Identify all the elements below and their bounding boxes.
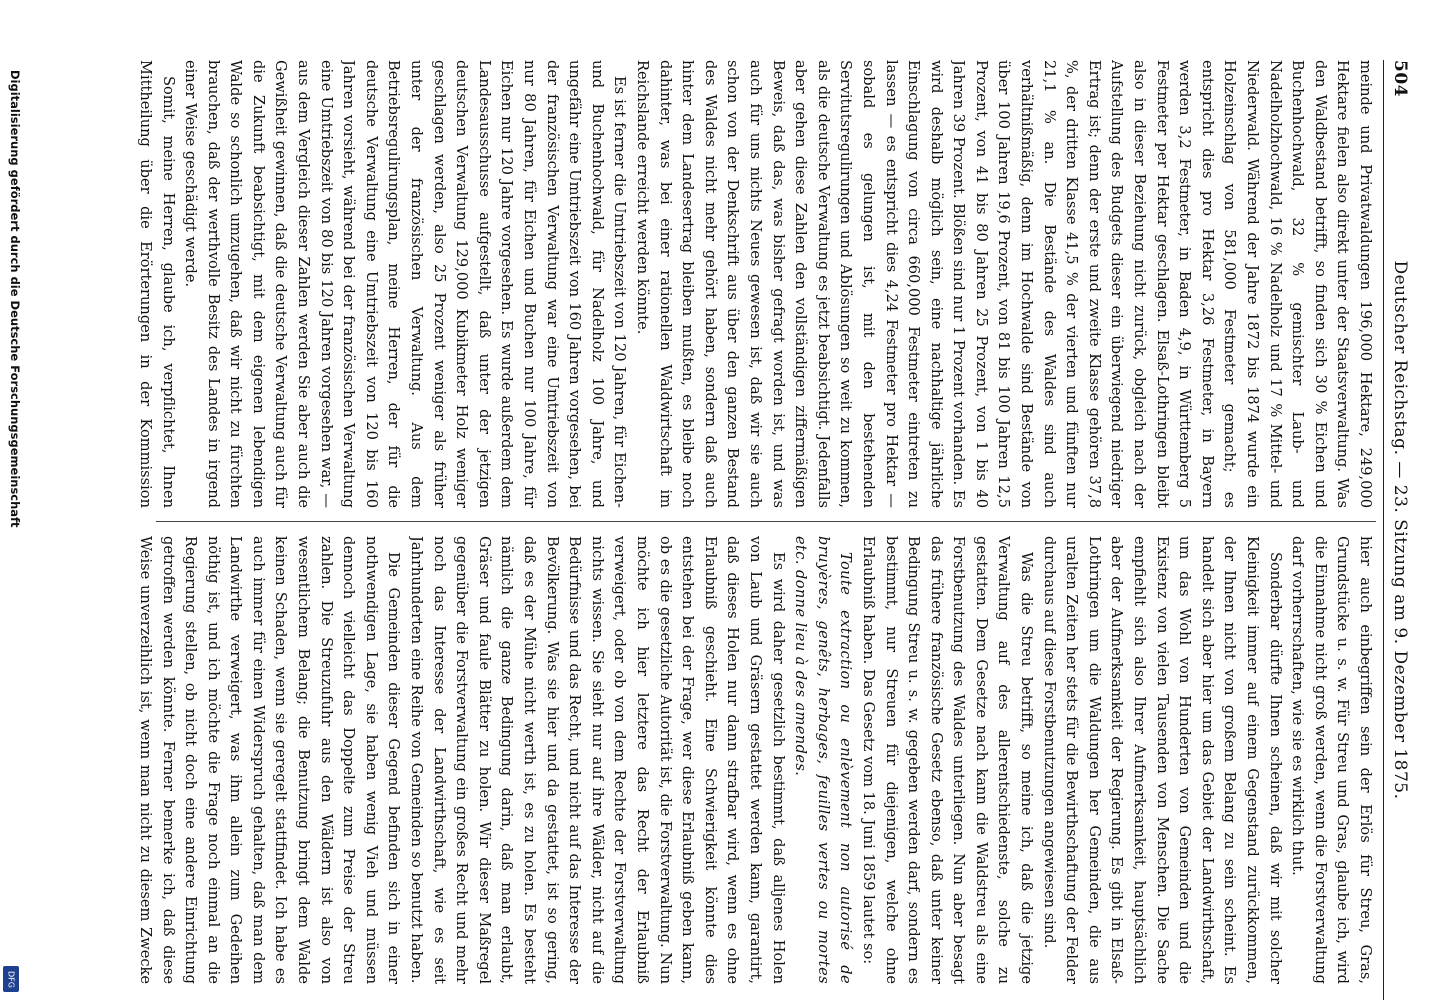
paragraph: Es ist ferner die Umtriebszeit von 120 Jahren, für Eichen- und Buchenhochwald, für Nadelholz 100 Jahre, und ungefähr eine Umtriebszeit von 160 Jahren vorgesehen, bei der französischen Verwaltung war eine Umtriebszeit von nur 80 Jahren, für Eichen und Buchen nur 100 Jahre, für Eichen nur 120 Jahre vorgesehen. Es wurde außerdem dem Landesausschusse aufgestellt, daß unter der jetzigen deutschen Verwaltung 129,000 Kubikmeter Holz weniger geschlagen werden, also 25 Prozent weniger als früher unter der französischen Verwaltung. Aus dem Betriebsregulirungsplan, meine Herren, der für die deutsche Verwaltung eine Umtriebszeit von 120 bis 160 Jahren vorsieht, während bei der französischen Verwaltung eine Umtriebszeit von 80 bis 120 Jahren vorgesehen war, — aus dem Vergleich dieser Zahlen werden Sie aber auch die Gewißheit gewinnen, daß die deutsche Verwaltung auch für die Zukunft beabsichtigt, mit dem eigenen lebendigen Walde so schonlich umzugehen, daß wir nicht zu fürchten brauchen, daß der werthvolle Besitz des Landes in irgend einer Weise geschädigt werde.	[182, 60, 629, 508]
text-column-first	[136, 60, 1376, 508]
page-number: 504	[1390, 60, 1410, 97]
document-page	[110, 60, 1410, 1000]
paragraph: Somit, meine Herren, glaube ich, verpflichtet, Ihnen Mittheilung über die Erörterungen in der Kommission	[136, 60, 177, 508]
column-divider	[156, 521, 1376, 522]
header-rule	[1383, 60, 1384, 1000]
paragraph: Was die Streu betrifft, so meine ich, daß die jetzige Verwaltung auf des allerentschiedenste, solche zu gestatten. Dem Gesetze nach kann die Waldstreu als eine Forstbenutzung des Waldes unterliegen. Nun aber besagt das frühere französische Gesetz ebenso, daß unter keiner Bedingung Streu u. s. w. gegeben werden darf, sondern es bestimmt, nur Streuen für diejenigen, welche ohne Erlaubniß haben. Das Gesetz vom 18. Juni 1859 lautet so:	[859, 536, 1036, 984]
paragraph: Die Gemeinden dieser Gegend befinden sich in einer nothwendigen Lage, sie haben wenig Vieh und müssen dennoch vielleicht das Doppelte zum Preise der Streu zahlen. Die Streuzufuhr aus den Wäldern ist also von wesentlichem Belang; die Benutzung bringt dem Walde keinen Schaden, wenn sie geregelt stattfindet. Ich habe es auch immer für einen Widerspruch gehalten, daß man dem Landwirthe verweigert, was ihm allein zum Gedeihen nöthig ist, und ich möchte die Frage noch einmal an die Regierung stellen, ob nicht doch eine andere Einrichtung getroffen werden könnte. Ferner bemerke ich, daß diese Weise unverzeihlich ist, wenn man nicht zu diesem Zwecke	[136, 536, 403, 984]
page-header	[1384, 60, 1410, 1000]
credit-text: Digitalisierung gefördert durch die Deutsche Forschungsgemeinschaft	[8, 70, 22, 528]
paragraph: hier auch einbegriffen sein der Erlös für Streu, Gras, Grundstücke u. s. w. Für Streu und Gras, glaube ich, wird die Einnahme nicht groß werden, wenn die Forstverwaltung darf vorherrschaften, wie sie es wirklich thut.	[1289, 536, 1374, 984]
paragraph: Es wird daher gesetzlich bestimmt, daß alljenes Holen von Laub und Gräsern gestattet werden kann, garantirt, daß dieses Holen nur dann strafbar wird, wenn es ohne Erlaubniß geschieht. Eine Schwierigkeit könnte dies entstehen bei der Frage, wer diese Erlaubniß geben kann, ob es die gesetzliche Autorität ist, die Forstverwaltung. Nun möchte ich hier letztere das Recht der Erlaubniß verweigert, oder ob von dem Rechte der Forstverwaltung nichts wissen. Sie sieht nur auf ihre Wälder, nicht auf die Bedürfnisse und das Recht, und nicht auf das Interesse der Bevölkerung. Was sie hier und da gestattet, ist so gering, daß es der Mühe nicht werth ist, es zu holen. Es besteht nämlich die ganze Bedingung darin, daß man erlaubt, Gräser und faule Blätter zu holen. Wir dieser Maßregel gegenüber die Forstverwaltung ein großes Recht und mehr noch das Interesse der Landwirthschaft, wie es seit Jahrhunderten eine Reihe von Gemeinden so benutzt haben.	[408, 536, 787, 984]
paragraph: Sonderbar dürfte Ihnen scheinen, daß wir mit solcher Kleinigkeit immer auf einem Gegenstand zurückkommen, der Ihnen nicht von großem Belang zu sein scheint. Es handelt sich aber hier um das Gebiet der Landwirthschaft, um das Wohl von Hunderten von Gemeinden und die Existenz von vielen Tausenden von Menschen. Die Sache empfiehlt sich also Ihrer Aufmerksamkeit, hauptsächlich aber der Aufmerksamkeit der Regierung. Es gibt in Elsaß-Lothringen um die Waldungen her Gemeinden, die aus uralten Zeiten her stets für die Bewirthschaftung der Felder durchaus auf diese Forstbenutzungen angewiesen sind.	[1040, 536, 1284, 984]
digitization-credit	[2, 70, 26, 990]
paragraph: meinde und Privatwaldungen 196,000 Hektare, 249,000 Hektare fielen also direkt unter der Staatsverwaltung. Was den Waldbestand betrifft, so finden sich 30 % Eichen und Buchenhochwald, 32 % gemischter Laub- und Nadelholzhochwald, 16 % Nadelholz und 17 % Mittel- und Niederwald. Während der Jahre 1872 bis 1874 wurde ein Holzeinschlag von 581,000 Festmeter gemacht; es entspricht dies pro Hektar 3,26 Festmeter, in Bayern werden 3,2 Festmeter, in Baden 4,9, in Württemberg 5 Festmeter per Hektar geschlagen. Elsaß-Lothringen bleibt also in dieser Beziehung nicht zurück, obgleich nach der Aufstellung des Budgets dieser ein überwiegend niedriger Ertrag ist; denn der erste und zweite Klasse gehören 37,8 %, der dritten Klasse 41,5 % der vierten und fünften nur 21,1 % an. Die Bestände des Waldes sind auch verhältnißmäßig, denn im Hochwalde sind Bestände von über 100 Jahren 19,6 Prozent, von 81 bis 100 Jahren 12,5 Prozent, von 41 bis 80 Jahren 25 Prozent, von 1 bis 40 Jahren 39 Prozent. Blößen sind nur 1 Prozent vorhanden. Es wird deshalb möglich sein, eine nachhaltige jährliche Einschlagung von circa 660,000 Festmeter eintreten zu lassen — es entspricht dies 4,24 Festmeter pro Hektar — sobald es gelungen ist, mit den bestehenden Servitutsregulirungen und Ablösungen so weit zu kommen, als die deutsche Verwaltung es jetzt beabsichtigt. Jedenfalls aber gehen diese Zahlen den vollständigen ziffermäßigen Beweis, daß das, was bisher gefragt worden ist, und was auch für uns nichts Neues gewesen ist, daß wir sie auch schon von der Denkschrift aus über den ganzen Bestand des Waldes nicht mehr gehört haben, sondern daß auch hinter dem Landesertrag bleiben mußten, es bleibe noch dahinter, was bei einer rationellen Waldwirtschaft im Reichslande erreicht werden könnte.	[634, 60, 1374, 508]
text-column-second	[136, 536, 1376, 984]
french-quotation: Toute extraction ou enlèvement non autorisé de bruyères, genêts, herbages, feuilles vertes ou mortes etc. donne lieu à des amendes.	[792, 536, 855, 984]
page-title: Deutscher Reichstag. — 23. Sitzung am 9. Dezember 1875.	[1390, 260, 1410, 800]
dfg-logo: DFG	[3, 966, 19, 992]
